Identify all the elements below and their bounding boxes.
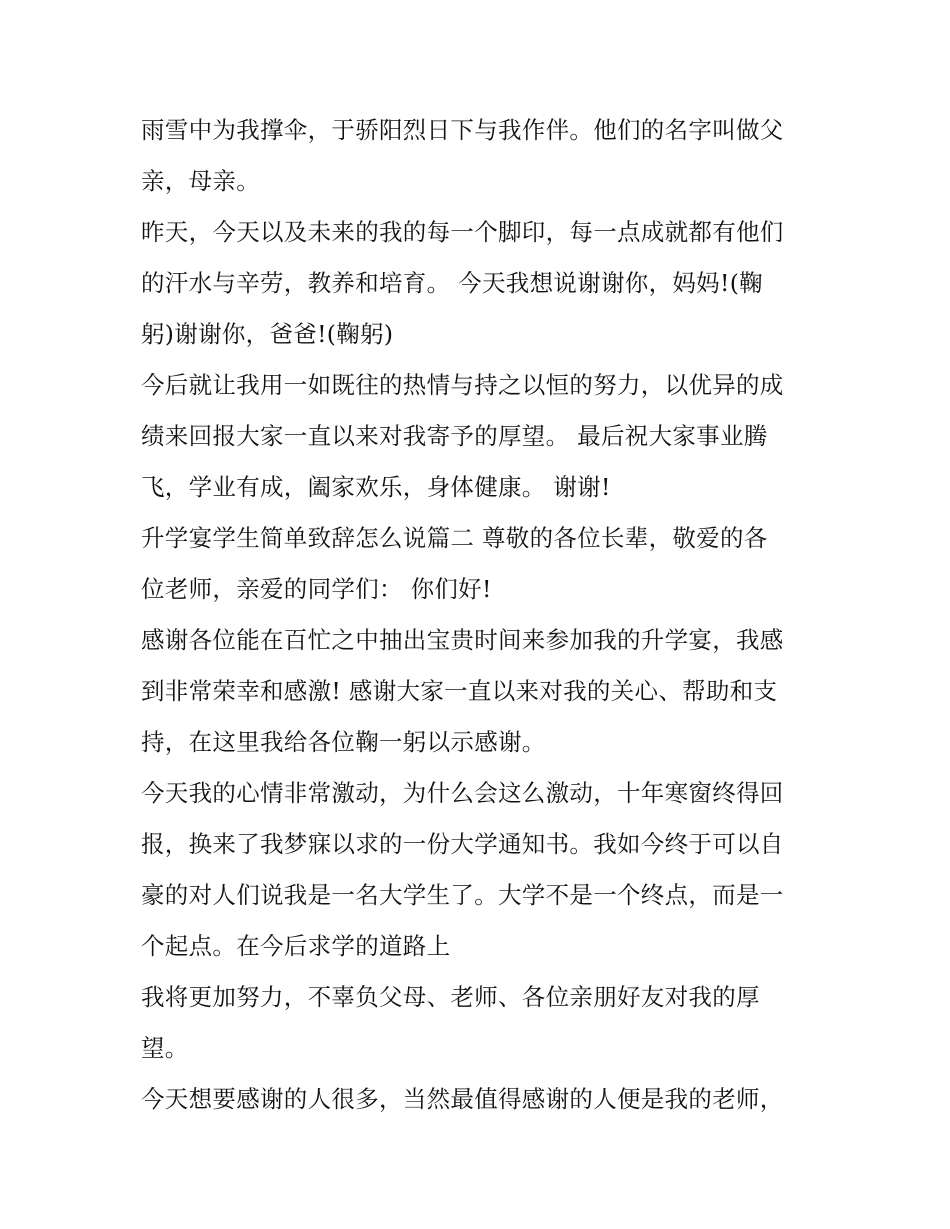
text-line: 位老师，亲爱的同学们： 你们好! bbox=[141, 575, 492, 603]
text-line: 昨天，今天以及未来的我的每一个脚印，每一点成就都有他们 bbox=[141, 218, 784, 246]
text-line: 今天我的心情非常激动，为什么会这么激动，十年寒窗终得回 bbox=[141, 779, 784, 807]
text-line: 望。 bbox=[141, 1034, 189, 1062]
text-line: 今天想要感谢的人很多，当然最值得感谢的人便是我的老师， bbox=[141, 1085, 784, 1113]
text-line: 今后就让我用一如既往的热情与持之以恒的努力，以优异的成 bbox=[141, 371, 784, 399]
text-line: 躬)谢谢你，爸爸!(鞠躬) bbox=[141, 320, 394, 348]
text-line: 飞，学业有成，阖家欢乐，身体健康。 谢谢! bbox=[141, 473, 611, 501]
text-line: 报，换来了我梦寐以求的一份大学通知书。我如今终于可以自 bbox=[141, 830, 784, 858]
text-line: 感谢各位能在百忙之中抽出宝贵时间来参加我的升学宴，我感 bbox=[141, 626, 784, 654]
text-line: 我将更加努力，不辜负父母、老师、各位亲朋好友对我的厚 bbox=[141, 983, 760, 1011]
text-line: 的汗水与辛劳，教养和培育。 今天我想说谢谢你，妈妈!(鞠 bbox=[141, 269, 763, 297]
text-line: 豪的对人们说我是一名大学生了。大学不是一个终点，而是一 bbox=[141, 881, 784, 909]
document-body bbox=[141, 105, 831, 1125]
text-line: 持，在这里我给各位鞠一躬以示感谢。 bbox=[141, 728, 546, 756]
text-line: 亲，母亲。 bbox=[141, 167, 260, 195]
text-line: 个起点。在今后求学的道路上 bbox=[141, 932, 451, 960]
text-line: 雨雪中为我撑伞，于骄阳烈日下与我作伴。他们的名字叫做父 bbox=[141, 116, 784, 144]
text-line: 升学宴学生简单致辞怎么说篇二 尊敬的各位长辈，敬爱的各 bbox=[141, 524, 768, 552]
text-line: 到非常荣幸和感激! 感谢大家一直以来对我的关心、帮助和支 bbox=[141, 677, 778, 705]
text-line: 绩来回报大家一直以来对我寄予的厚望。 最后祝大家事业腾 bbox=[141, 422, 768, 450]
